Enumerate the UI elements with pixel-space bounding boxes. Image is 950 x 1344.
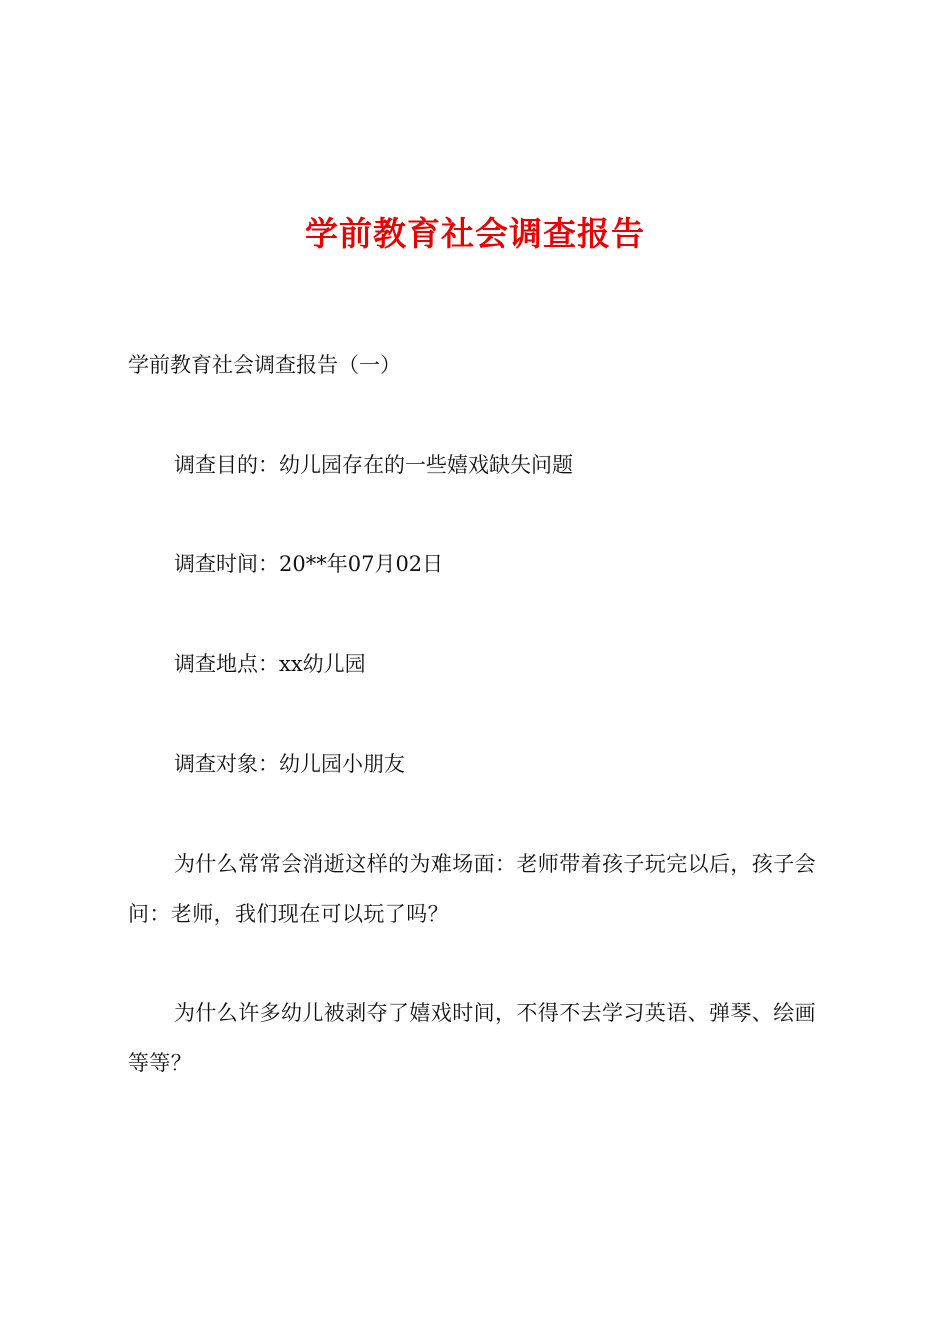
body-paragraph-1: 为什么常常会消逝这样的为难场面：老师带着孩子玩完以后，孩子会问：老师，我们现在可以玩了吗？ <box>128 852 816 926</box>
section-heading: 学前教育社会调查报告（一） <box>128 353 401 377</box>
survey-purpose: 调查目的：幼儿园存在的一些嬉戏缺失问题 <box>174 453 573 477</box>
survey-time: 调查时间：20**年07月02日 <box>174 552 444 576</box>
survey-subject: 调查对象：幼儿园小朋友 <box>174 752 405 776</box>
body-paragraph-2: 为什么许多幼儿被剥夺了嬉戏时间，不得不去学习英语、弹琴、绘画等等？ <box>128 1001 816 1075</box>
survey-location: 调查地点：xx幼儿园 <box>174 652 366 676</box>
document-title: 学前教育社会调查报告 <box>305 214 645 253</box>
